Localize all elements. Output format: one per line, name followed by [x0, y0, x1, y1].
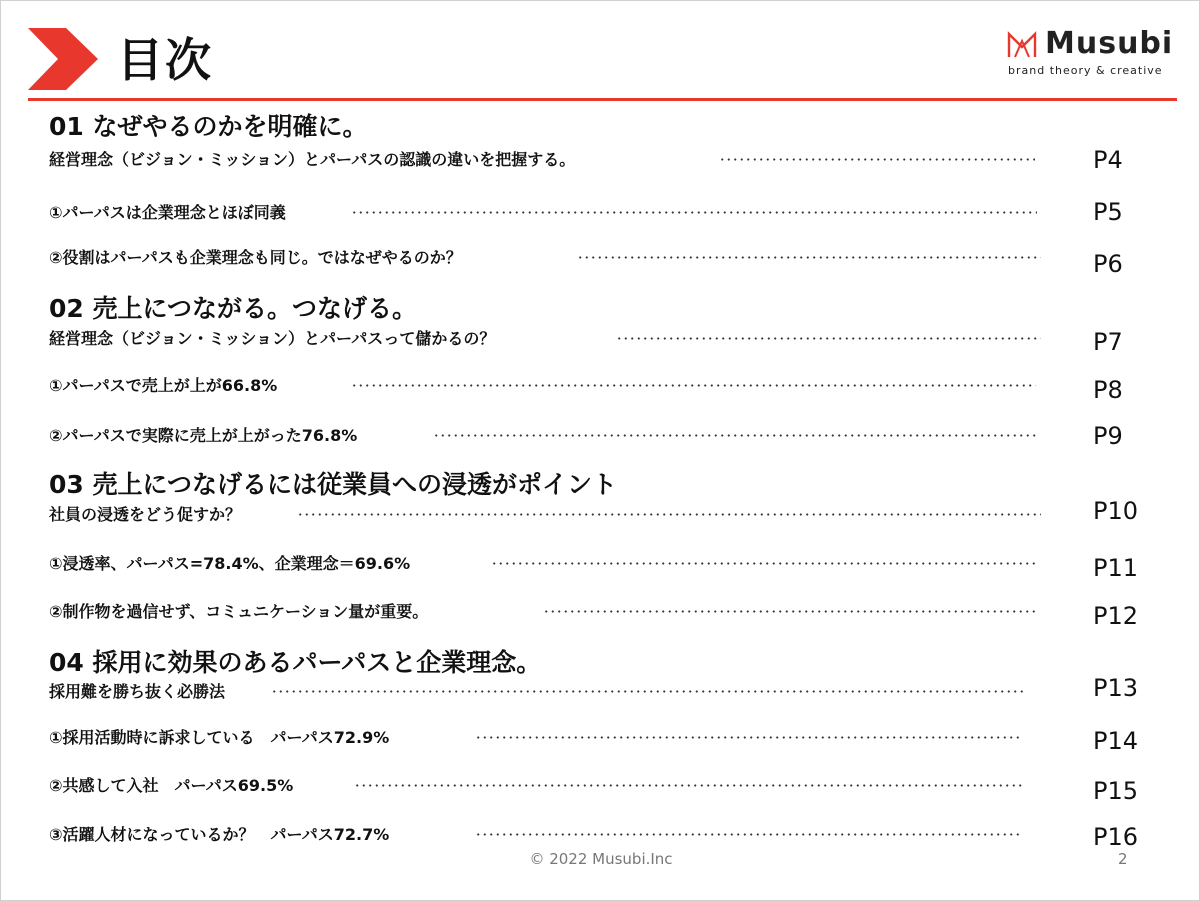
toc-page-number: P14: [1093, 727, 1139, 755]
toc-item-label: 社員の浸透をどう促すか？: [49, 505, 242, 524]
toc-page-number: P11: [1093, 554, 1139, 582]
logo-name: Musubi: [1045, 26, 1174, 61]
toc-page-number: P10: [1093, 497, 1139, 525]
toc-item-label: 採用難を勝ち抜く必勝法: [49, 682, 226, 701]
toc-item-label: ②役割はパーパスも企業理念も同じ。ではなぜやるのか？: [49, 248, 462, 267]
toc-item-label: ①浸透率、パーパス=78.4%、企業理念＝69.6%: [49, 554, 411, 573]
toc-page-number: P5: [1093, 198, 1123, 226]
musubi-logo: [1007, 26, 1177, 81]
chevron-arrow-icon: [28, 28, 98, 90]
toc-page-number: P7: [1093, 328, 1123, 356]
toc-page-number: P9: [1093, 422, 1123, 450]
page-title: 目次: [117, 33, 213, 87]
section-title-02: 02 売上につながる。つなげる。: [49, 294, 417, 323]
toc-item-label: ①パーパスで売上が上が66.8%: [49, 376, 278, 395]
dot-leader: [297, 513, 1041, 516]
dot-leader: [351, 211, 1037, 214]
toc-page-number: P8: [1093, 376, 1123, 404]
toc-item-label: ②パーパスで実際に売上が上がった76.8%: [49, 426, 358, 445]
dot-leader: [475, 736, 1021, 739]
toc-item-label: ①採用活動時に訴求している パーパス72.9%: [49, 728, 390, 747]
slide-number: 2: [1118, 850, 1128, 868]
dot-leader: [577, 256, 1041, 259]
toc-item-label: ③活躍人材になっているか？ パーパス72.7%: [49, 825, 390, 844]
toc-page-number: P13: [1093, 674, 1139, 702]
musubi-mark-icon: [1007, 31, 1037, 59]
toc-item-label: ②制作物を過信せず、コミュニケーション量が重要。: [49, 602, 429, 621]
dot-leader: [351, 384, 1036, 387]
dot-leader: [354, 784, 1022, 787]
toc-item-label: 経営理念（ビジョン・ミッション）とパーパスって儲かるの？: [49, 329, 496, 348]
toc-page-number: P4: [1093, 146, 1123, 174]
toc-item-label: ①パーパスは企業理念とほぼ同義: [49, 203, 286, 222]
header-rule: [28, 98, 1177, 101]
toc-page-number: P6: [1093, 250, 1123, 278]
toc-item-label: ②共感して入社 パーパス69.5%: [49, 776, 294, 795]
dot-leader: [433, 434, 1039, 437]
toc-item-label: 経営理念（ビジョン・ミッション）とパーパスの認識の違いを把握する。: [49, 150, 576, 169]
toc-page-number: P15: [1093, 777, 1139, 805]
dot-leader: [543, 610, 1039, 613]
section-title-03: 03 売上につなげるには従業員への浸透がポイント: [49, 470, 617, 499]
toc-page-number: P16: [1093, 823, 1139, 851]
dot-leader: [719, 158, 1035, 161]
footer-copyright: © 2022 Musubi.Inc: [529, 850, 673, 868]
section-title-04: 04 採用に効果のあるパーパスと企業理念。: [49, 648, 542, 677]
dot-leader: [616, 337, 1041, 340]
dot-leader: [475, 833, 1021, 836]
dot-leader: [491, 562, 1039, 565]
logo-tagline: brand theory & creative: [1008, 64, 1163, 77]
section-title-01: 01 なぜやるのかを明確に。: [49, 112, 368, 141]
toc-page-number: P12: [1093, 602, 1139, 630]
dot-leader: [271, 690, 1027, 693]
